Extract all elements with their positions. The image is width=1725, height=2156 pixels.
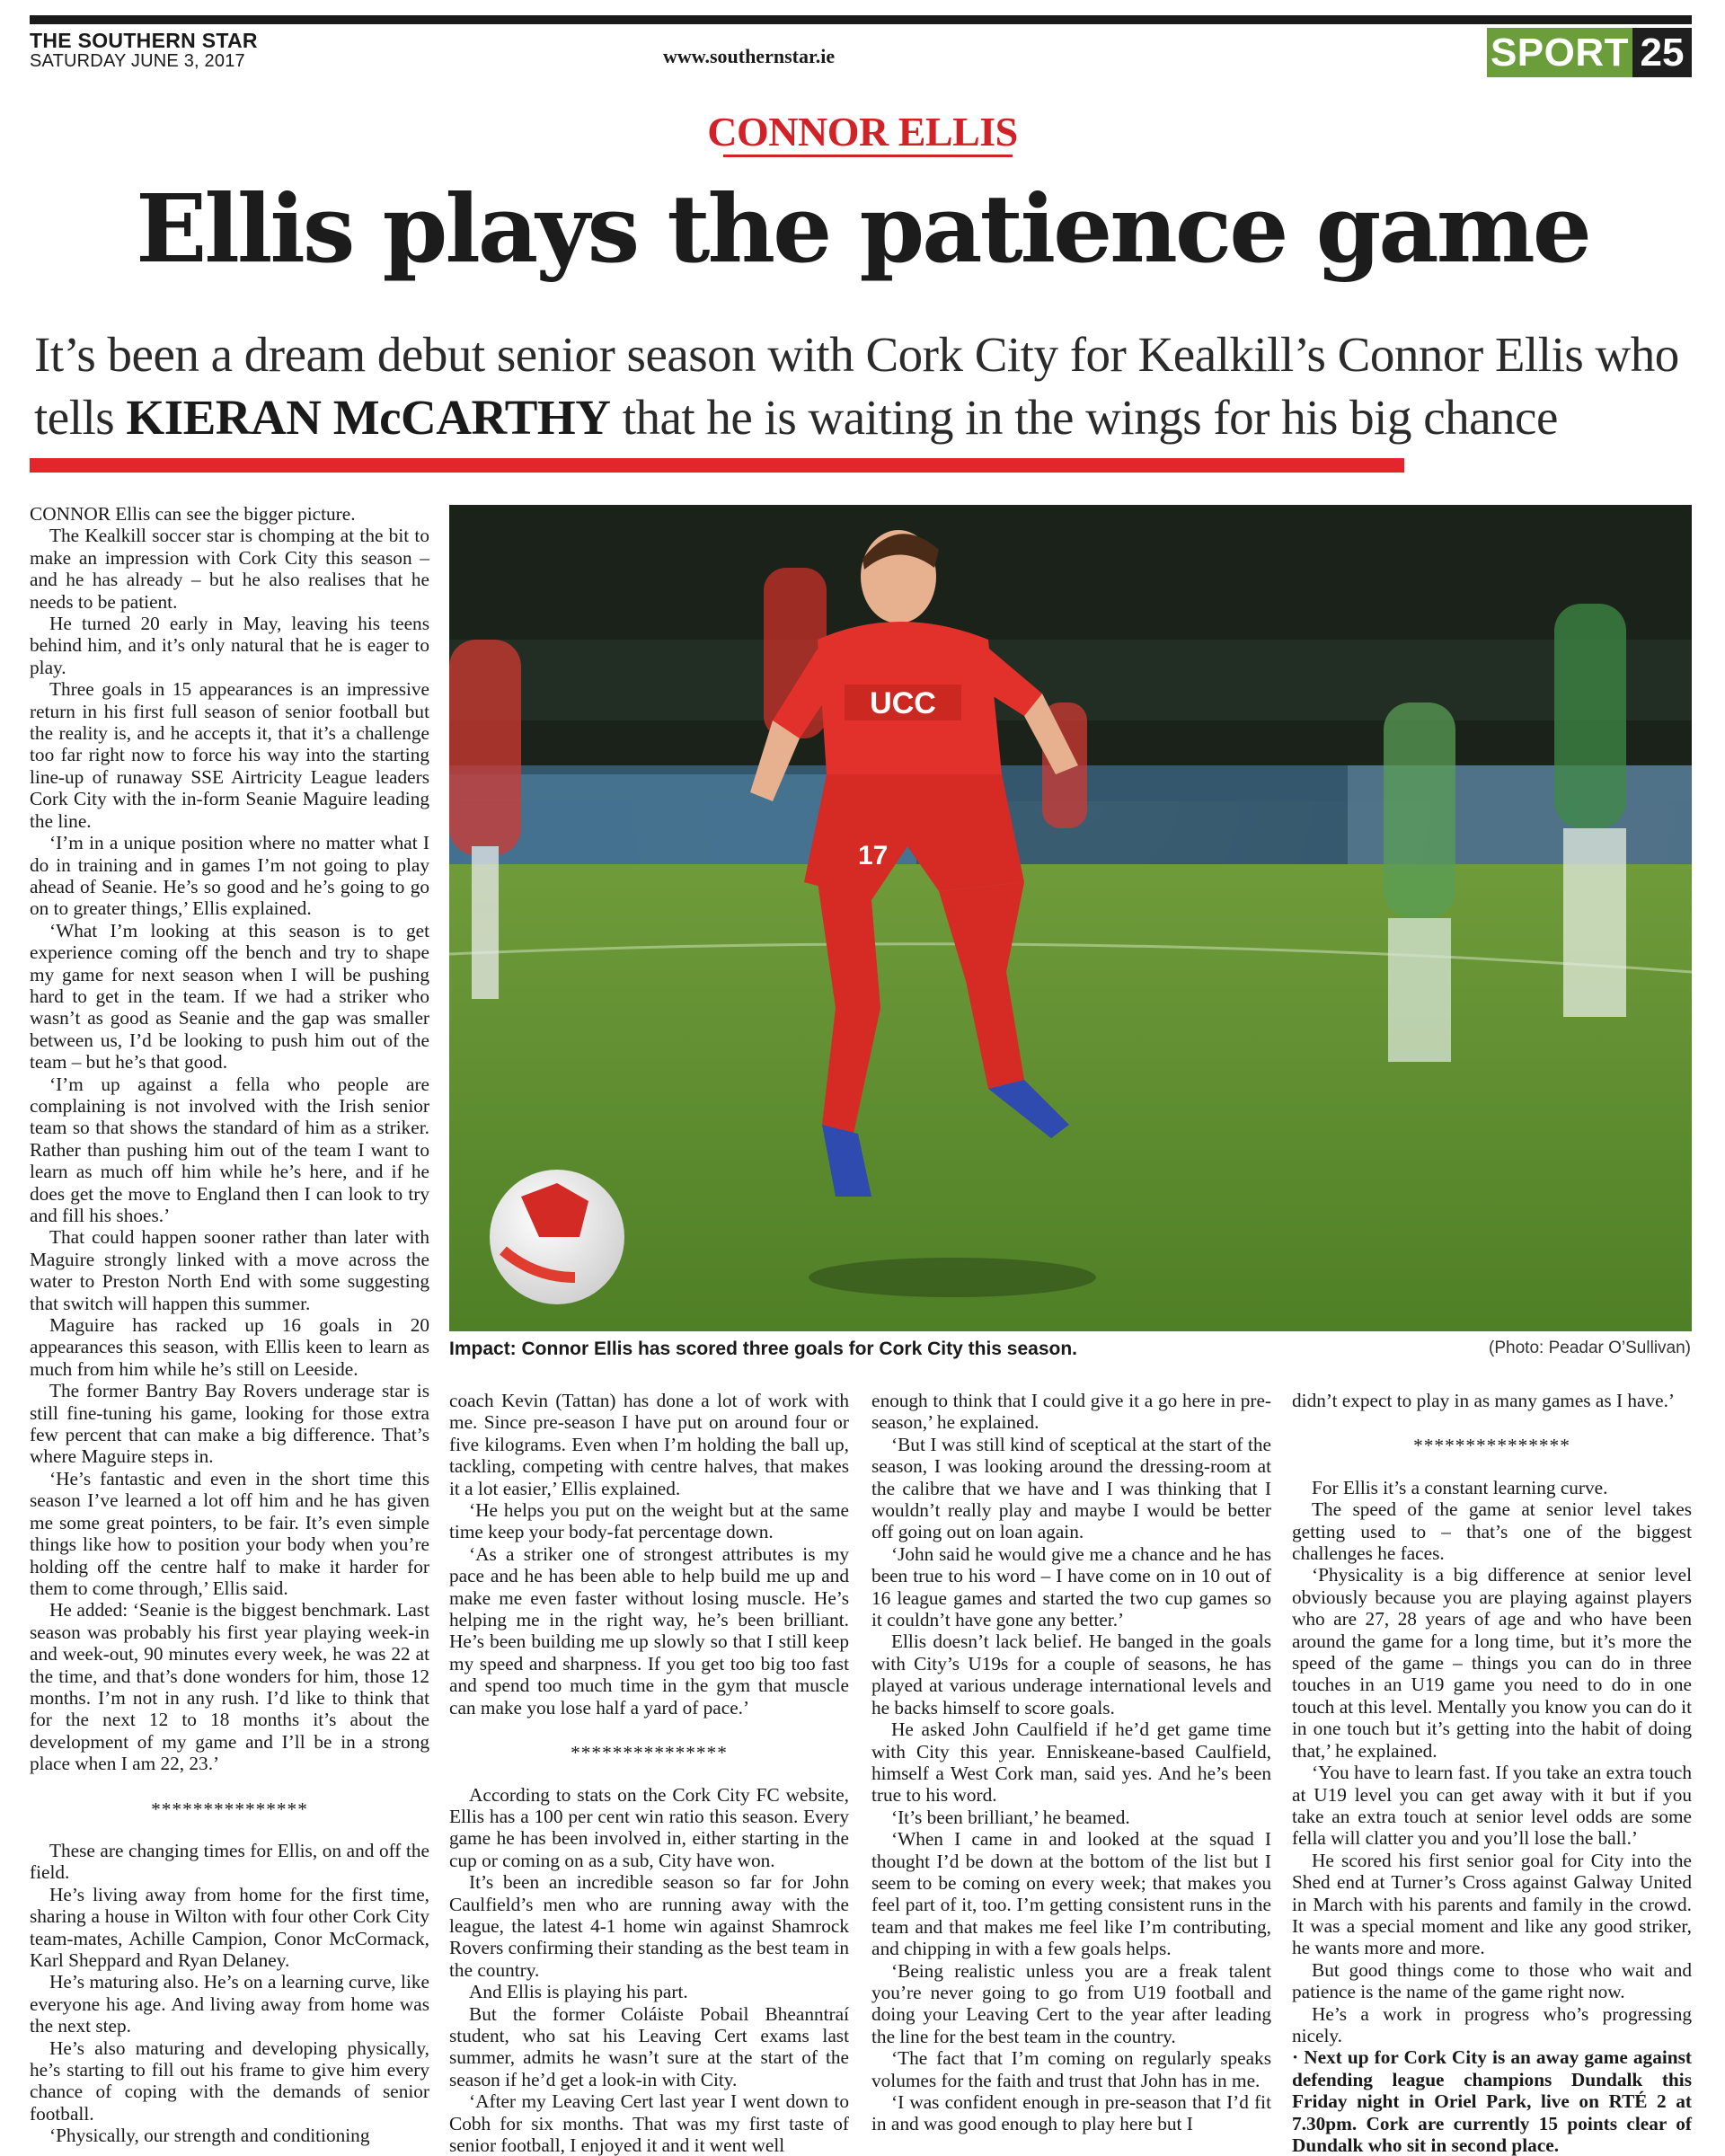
article-column-1 bbox=[30, 503, 429, 2147]
article-paragraph: But good things come to those who wait and patience is the name of the game right now. bbox=[1292, 1958, 1692, 2003]
article-standfirst bbox=[34, 323, 1696, 449]
photo-caption: Impact: Connor Ellis has scored three goals for Cork City this season. bbox=[449, 1339, 1077, 1359]
article-paragraph: ‘The fact that I’m coming on regularly speaks volumes for the faith and trust that John has in me. bbox=[871, 2047, 1271, 2091]
article-paragraph: CONNOR Ellis can see the bigger picture. bbox=[30, 503, 356, 525]
article-paragraph: ‘Physically, our strength and conditioning bbox=[49, 2125, 370, 2147]
article-paragraph: ‘As a striker one of strongest attributes is my pace and he has been able to help build me up and make me even faster without losing muscle. He’s helping me in the right way, he’s been brilliant. He’s been building me up slowly so that I still keep my speed and sharpness. If you get too big too fast and spend too much time in the gym that muscle can make you lose half a yard of pace.’ bbox=[449, 1542, 849, 1719]
article-paragraph: And Ellis is playing his part. bbox=[469, 1981, 688, 2003]
article-paragraph: He’s maturing also. He’s on a learning curve, like everyone his age. And living away from home was the next step. bbox=[30, 1971, 429, 2037]
website-url: www.southernstar.ie bbox=[663, 45, 836, 67]
section-label: SPORT bbox=[1487, 28, 1632, 77]
section-break: *************** bbox=[151, 1798, 308, 1820]
author-name: KIERAN McCARTHY bbox=[126, 390, 611, 445]
article-paragraph: He scored his first senior goal for City into the Shed end at Turner’s Cross against Galway United in March with his parents and family in the crowd. It was a special moment and like any good striker, he wants more and more. bbox=[1292, 1849, 1692, 1959]
standfirst-text-end: that he is waiting in the wings for his big chance bbox=[610, 390, 1558, 445]
photo-credit: (Photo: Peadar O’Sullivan) bbox=[1489, 1339, 1691, 1357]
article-paragraph: The speed of the game at senior level takes getting used to – that’s one of the biggest challenges he faces. bbox=[1292, 1498, 1692, 1565]
article-paragraph: ‘But I was still kind of sceptical at the start of the season, I was looking around the dressing-room at the calibre that we have and I was thinking that I wouldn’t really play and maybe I would be better off going out on loan again. bbox=[871, 1433, 1271, 1543]
article-kicker: CONNOR ELLIS bbox=[707, 109, 1018, 155]
standfirst-rule bbox=[30, 458, 1404, 473]
article-paragraph: ‘He’s fantastic and even in the short time this season I’ve learned a lot off him and he has given me some great pointers, to be fair. It’s even simple things like how to position your body when you’re holding off the centre half to make it harder for them to come through,’ Ellis said. bbox=[30, 1467, 429, 1599]
shirt-sponsor: UCC bbox=[870, 686, 936, 720]
article-paragraph: ‘I was confident enough in pre-season that I’d fit in and was good enough to play here but I bbox=[871, 2091, 1271, 2135]
article-column-2 bbox=[449, 1390, 849, 2156]
article-column-3 bbox=[871, 1390, 1271, 2135]
article-paragraph: ‘Physicality is a big difference at senior level obviously because you are playing against players who are 27, 28 years of age and who have been around the game for a long time, but it’s more the speed of the game – things you can do in three touches in an U19 game you need to do in one touch at this level. Mentally you know you can do it in one touch but it’s getting into the habit of doing that,’ he explained. bbox=[1292, 1564, 1692, 1762]
article-paragraph: Ellis doesn’t lack belief. He banged in the goals with City’s U19s for a couple of seasons, he has played at various underage international levels and he backs himself to score goals. bbox=[871, 1630, 1271, 1719]
article-paragraph: ‘What I’m looking at this season is to get experience coming off the bench and try to shape my game for next season when I will be pushing hard to get in the team. If we had a striker who wasn’t as good as Seanie and the gap was smaller between us, I’d be looking to push him out of the team – but he’s that good. bbox=[30, 919, 429, 1074]
article-paragraph: He asked John Caulfield if he’d get game time with City this year. Enniskeane-based Caulfield, himself a West Cork man, said yes. And he’s been true to his word. bbox=[871, 1719, 1271, 1807]
article-photo bbox=[449, 505, 1692, 1331]
article-paragraph: The former Bantry Bay Rovers underage star is still fine-tuning his game, looking for those extra few percent that can make a big difference. That’s where Maguire steps in. bbox=[30, 1380, 429, 1468]
article-paragraph: ‘I’m in a unique position where no matter what I do in training and in games I’m not going to play ahead of Seanie. He’s so good and he’s going to go on to greater things,’ Ellis explained. bbox=[30, 832, 429, 920]
article-paragraph: But the former Coláiste Pobail Bheanntraí student, who sat his Leaving Cert exams last summer, admits he wasn’t sure at the start of the season if he’d get a look-in with City. bbox=[449, 2002, 849, 2090]
article-paragraph: ‘Being realistic unless you are a freak talent you’re never going to go from U19 football and doing your Leaving Cert to the year after leading the line for the best team in the country. bbox=[871, 1959, 1271, 2047]
article-paragraph: ‘It’s been brilliant,’ he beamed. bbox=[891, 1806, 1130, 1828]
football bbox=[490, 1170, 624, 1304]
article-column-4 bbox=[1292, 1390, 1692, 2156]
article-paragraph: The Kealkill soccer star is chomping at the bit to make an impression with Cork City this season – and he has already – but he also realises that he needs to be patient. bbox=[30, 525, 429, 613]
article-paragraph: He’s living away from home for the first time, sharing a house in Wilton with four other Cork City team-mates, Achille Campion, Conor McCormack, Karl Sheppard and Ryan Delaney. bbox=[30, 1883, 429, 1971]
section-break: *************** bbox=[1413, 1435, 1570, 1457]
article-headline: Ellis plays the patience game bbox=[136, 173, 1589, 284]
standfirst-text: It’s been a dream debut senior season with Cork City for Kealkill’s Connor Ellis who tells bbox=[34, 327, 1679, 445]
shirt-number: 17 bbox=[858, 841, 889, 870]
article-paragraph: ‘John said he would give me a chance and he has been true to his word – I have come on in 10 out of 16 league games and started the two cup games so it couldn’t have gone any better.’ bbox=[871, 1542, 1271, 1631]
article-paragraph: ‘After my Leaving Cert last year I went down to Cobh for six months. That was my first taste of senior football, I enjoyed it and it went well bbox=[449, 2090, 849, 2156]
article-paragraph: ‘You have to learn fast. If you take an extra touch at U19 level you can get away with it but if you take an extra touch at senior level odds are some fella will clatter you and you’ll lose the ball.’ bbox=[1292, 1762, 1692, 1850]
article-paragraph: didn’t expect to play in as many games as I have.’ bbox=[1292, 1390, 1676, 1411]
article-paragraph: · Next up for Cork City is an away game against defending league champions Dundalk this Friday night in Oriel Park, live on RTÉ 2 at 7.30pm. Cork are currently 15 points clear of Dundalk who sit in second place. bbox=[1292, 2046, 1692, 2156]
masthead-rule bbox=[30, 15, 1692, 24]
article-paragraph: ‘When I came in and looked at the squad I thought I’d be down at the bottom of the list but I seem to be coming on every week; that makes you feel part of it, too. I’m getting consistent runs in the team and that makes me feel like I’m contributing, and chipping in with a few goals helps. bbox=[871, 1828, 1271, 1960]
article-paragraph: Three goals in 15 appearances is an impressive return in his first full season of senior football but the reality is, and he accepts it, that it’s a challenge too far right now to force his way into the starting line-up of runaway SSE Airtricity League leaders Cork City with the in-form Seanie Maguire leading the line. bbox=[30, 678, 429, 832]
article-paragraph: He added: ‘Seanie is the biggest benchmark. Last season was probably his first year playing week-in and week-out, 90 minutes every week, he was 22 at the time, and that’s done wonders for him, those 12 months. I’m not in any rush. I’d like to think that for the next 12 to 18 months it’s about the development of my game and I’ll be in a strong place when I am 22, 23.’ bbox=[30, 1599, 429, 1775]
page-number: 25 bbox=[1632, 28, 1692, 77]
football-photo-illustration bbox=[449, 505, 1692, 1331]
paper-name: THE SOUTHERN STAR bbox=[30, 29, 258, 52]
article-paragraph: Maguire has racked up 16 goals in 20 appearances this season, with Ellis keen to learn as much from him while he’s still on Leeside. bbox=[30, 1314, 429, 1380]
article-paragraph: enough to think that I could give it a go here in pre-season,’ he explained. bbox=[871, 1390, 1271, 1434]
article-paragraph: He turned 20 early in May, leaving his teens behind him, and it’s only natural that he is eager to play. bbox=[30, 613, 429, 678]
article-paragraph: ‘He helps you put on the weight but at the same time keep your body-fat percentage down. bbox=[449, 1499, 849, 1543]
article-paragraph: ‘I’m up against a fella who people are complaining is not involved with the Irish senior team so that shows the standard of him as a striker. Rather than pushing him out of the team I want to learn as much off him while he’s here, and if he does get the move to England then I can look to try and fill his shoes.’ bbox=[30, 1073, 429, 1226]
article-paragraph: It’s been an incredible season so far for John Caulfield’s men who are running away with the league, the latest 4-1 home win against Shamrock Rovers confirming their standing as the best team in the country. bbox=[449, 1871, 849, 1981]
article-paragraph: These are changing times for Ellis, on and off the field. bbox=[30, 1839, 429, 1884]
article-paragraph: According to stats on the Cork City FC website, Ellis has a 100 per cent win ratio this season. Every game he has been involved in, either starting in the cup or coming on as a sub, City have won. bbox=[449, 1783, 849, 1871]
article-paragraph: He’s also maturing and developing physically, he’s starting to fill out his frame to give him every chance of coping with the demands of senior football. bbox=[30, 2037, 429, 2125]
article-paragraph: For Ellis it’s a constant learning curve. bbox=[1312, 1476, 1608, 1498]
article-paragraph: That could happen sooner rather than later with Maguire strongly linked with a move across the water to Preston North End with some suggesting that switch will happen this summer. bbox=[30, 1226, 429, 1314]
section-break: *************** bbox=[571, 1742, 728, 1764]
issue-date: SATURDAY JUNE 3, 2017 bbox=[30, 51, 245, 71]
article-paragraph: coach Kevin (Tattan) has done a lot of work with me. Since pre-season I have put on around four or five kilograms. Even when I’m holding the ball up, tackling, competing with centre halves, that makes it a lot easier,’ Ellis explained. bbox=[449, 1390, 849, 1499]
kicker-underline bbox=[723, 155, 1013, 157]
article-paragraph: He’s a work in progress who’s progressing nicely. bbox=[1292, 2002, 1692, 2046]
